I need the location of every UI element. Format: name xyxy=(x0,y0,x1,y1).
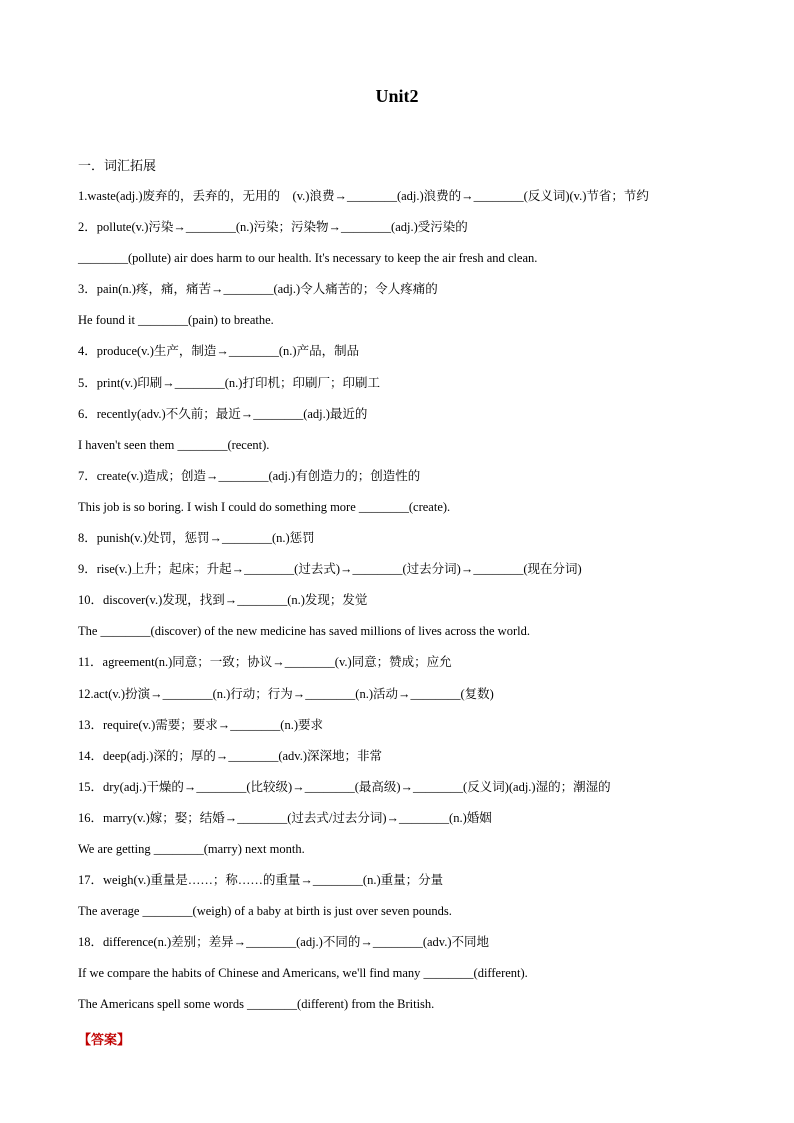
exercise-line: 10．discover(v.)发现，找到→________(n.)发现；发觉 xyxy=(78,593,368,608)
answer-label: 【答案】 xyxy=(78,1033,131,1048)
exercise-line: 4．produce(v.)生产，制造→________(n.)产品，制品 xyxy=(78,344,360,359)
exercise-sentence: If we compare the habits of Chinese and Americans, we'll find many ________(different). xyxy=(78,966,528,981)
exercise-sentence: The ________(discover) of the new medicine has saved millions of lives across the world. xyxy=(78,624,530,639)
exercise-list xyxy=(78,186,728,1026)
exercise-line: 11．agreement(n.)同意；一致；协议→________(v.)同意；赞成；应允 xyxy=(78,655,452,670)
exercise-line: 16．marry(v.)嫁；娶；结婚→________(过去式/过去分词)→________(n.)婚姻 xyxy=(78,810,492,825)
exercise-line: 14．deep(adj.)深的；厚的→________(adv.)深深地；非常 xyxy=(78,748,383,763)
exercise-sentence: ________(pollute) air does harm to our health. It's necessary to keep the air fresh and clean. xyxy=(78,251,538,266)
exercise-sentence: He found it ________(pain) to breathe. xyxy=(78,313,274,328)
exercise-sentence: I haven't seen them ________(recent). xyxy=(78,437,270,452)
exercise-line: 15．dry(adj.)干燥的→________(比较级)→________(最高级)→________(反义词)(adj.)湿的；潮湿的 xyxy=(78,779,611,794)
exercise-sentence: The Americans spell some words ________(different) from the British. xyxy=(78,997,435,1012)
exercise-line: 2．pollute(v.)污染→________(n.)污染；污染物→________(adj.)受污染的 xyxy=(78,220,468,235)
exercise-sentence: We are getting ________(marry) next month. xyxy=(78,841,305,856)
exercise-line: 18．difference(n.)差别；差异→________(adj.)不同的→________(adv.)不同地 xyxy=(78,935,490,950)
exercise-line: 12.act(v.)扮演→________(n.)行动；行为→________(n.)活动→________(复数) xyxy=(78,686,494,701)
exercise-sentence: The average ________(weigh) of a baby at birth is just over seven pounds. xyxy=(78,904,452,919)
exercise-line: 1.waste(adj.)废弃的，丢弃的，无用的 (v.)浪费→________(adj.)浪费的→________(反义词)(v.)节省；节约 xyxy=(78,189,649,203)
exercise-line: 13．require(v.)需要；要求→________(n.)要求 xyxy=(78,717,323,732)
exercise-line: 8．punish(v.)处罚，惩罚→________(n.)惩罚 xyxy=(78,531,315,546)
exercise-line: 6．recently(adv.)不久前；最近→________(adj.)最近的 xyxy=(78,406,368,421)
exercise-sentence: This job is so boring. I wish I could do something more ________(create). xyxy=(78,499,451,514)
exercise-line: 5．print(v.)印刷→________(n.)打印机；印刷厂；印刷工 xyxy=(78,375,380,390)
exercise-line: 9．rise(v.)上升；起床；升起→________(过去式)→________(过去分词)→________(现在分词) xyxy=(78,562,582,577)
exercise-line: 17．weigh(v.)重量是……；称……的重量→________(n.)重量；分量 xyxy=(78,873,444,888)
section-heading: 一．词汇拓展 xyxy=(78,159,157,174)
page-title: Unit2 xyxy=(375,86,419,106)
exercise-line: 3．pain(n.)疼，痛，痛苦→________(adj.)令人痛苦的；令人疼痛的 xyxy=(78,282,438,297)
exercise-line: 7．create(v.)造成；创造→________(adj.)有创造力的；创造性的 xyxy=(78,468,421,483)
